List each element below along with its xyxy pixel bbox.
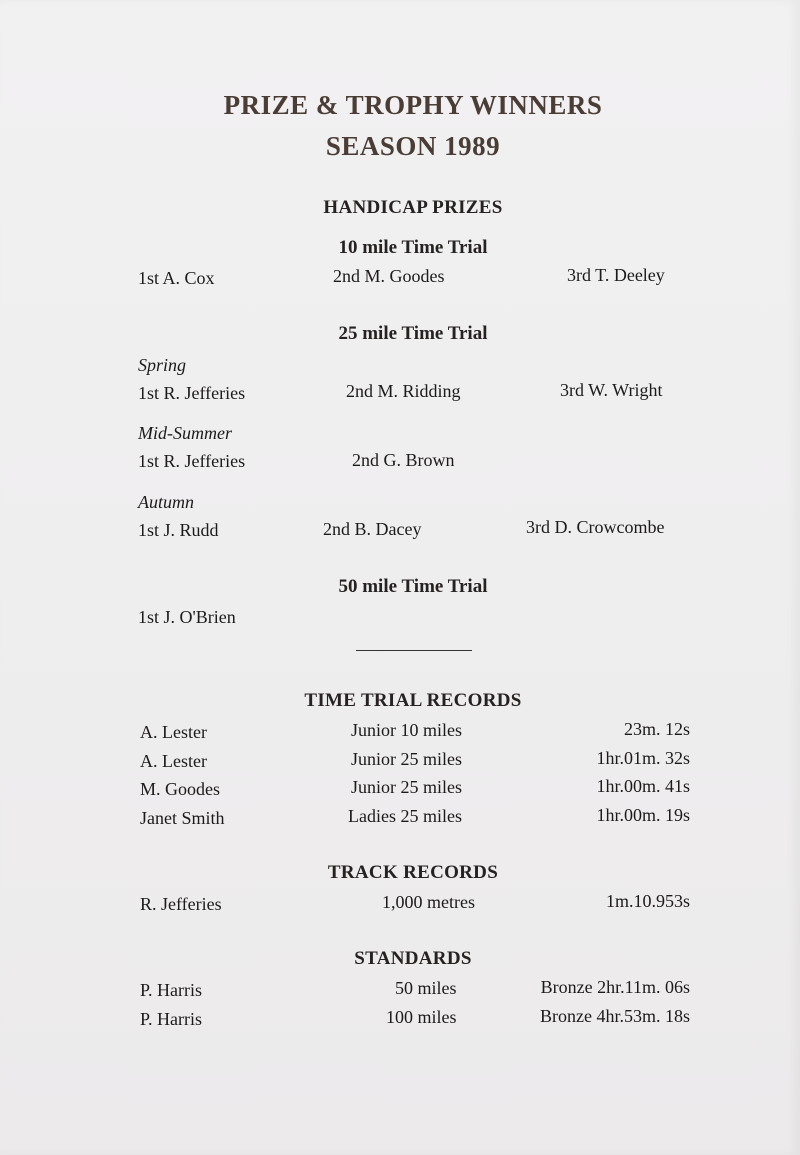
record-name: A. Lester <box>140 751 207 771</box>
track-record-event: 1,000 metres <box>382 892 475 912</box>
ten-mile-first: 1st A. Cox <box>138 268 215 288</box>
standard-event: 50 miles <box>395 978 457 998</box>
autumn-first: 1st J. Rudd <box>138 520 219 540</box>
record-event: Ladies 25 miles <box>348 806 462 826</box>
standard-name: P. Harris <box>140 980 202 1000</box>
spring-third: 3rd W. Wright <box>560 380 663 400</box>
track-record-name: R. Jefferies <box>140 894 222 914</box>
ten-mile-third: 3rd T. Deeley <box>567 265 665 285</box>
track-records-heading: TRACK RECORDS <box>327 862 499 883</box>
fifty-mile-first: 1st J. O'Brien <box>138 607 236 627</box>
spring-first: 1st R. Jefferies <box>138 383 246 403</box>
ten-mile-second: 2nd M. Goodes <box>333 266 445 286</box>
autumn-second: 2nd B. Dacey <box>323 519 422 539</box>
standard-name: P. Harris <box>140 1009 202 1029</box>
record-name: A. Lester <box>140 722 207 742</box>
record-time: 23m. 12s <box>623 719 690 739</box>
spring-label: Spring <box>138 355 187 375</box>
handicap-prizes-heading: HANDICAP PRIZES <box>323 197 503 218</box>
standard-event: 100 miles <box>386 1007 457 1027</box>
standard-time: Bronze 2hr.11m. 06s <box>540 977 690 997</box>
record-event: Junior 25 miles <box>351 749 462 769</box>
midsummer-second: 2nd G. Brown <box>352 450 455 470</box>
track-record-time: 1m.10.953s <box>605 891 690 911</box>
midsummer-first: 1st R. Jefferies <box>138 451 246 471</box>
standard-time: Bronze 4hr.53m. 18s <box>540 1006 690 1026</box>
record-time: 1hr.00m. 41s <box>596 776 690 796</box>
fifty-mile-title: 50 mile Time Trial <box>338 576 488 597</box>
record-name: M. Goodes <box>140 779 220 799</box>
standards-heading: STANDARDS <box>354 948 472 969</box>
autumn-label: Autumn <box>138 492 194 512</box>
record-time: 1hr.00m. 19s <box>596 805 690 825</box>
twentyfive-mile-title: 25 mile Time Trial <box>338 323 488 344</box>
midsummer-label: Mid-Summer <box>138 423 232 443</box>
record-event: Junior 25 miles <box>351 777 462 797</box>
autumn-third: 3rd D. Crowcombe <box>526 517 665 537</box>
spring-second: 2nd M. Ridding <box>346 381 461 401</box>
record-time: 1hr.01m. 32s <box>596 748 690 768</box>
ten-mile-title: 10 mile Time Trial <box>338 237 488 258</box>
record-name: Janet Smith <box>140 808 225 828</box>
section-divider <box>356 650 472 651</box>
time-trial-records-heading: TIME TRIAL RECORDS <box>304 690 522 711</box>
season-title: SEASON 1989 <box>325 131 501 161</box>
record-event: Junior 10 miles <box>351 720 462 740</box>
page-title: PRIZE & TROPHY WINNERS <box>223 90 603 120</box>
